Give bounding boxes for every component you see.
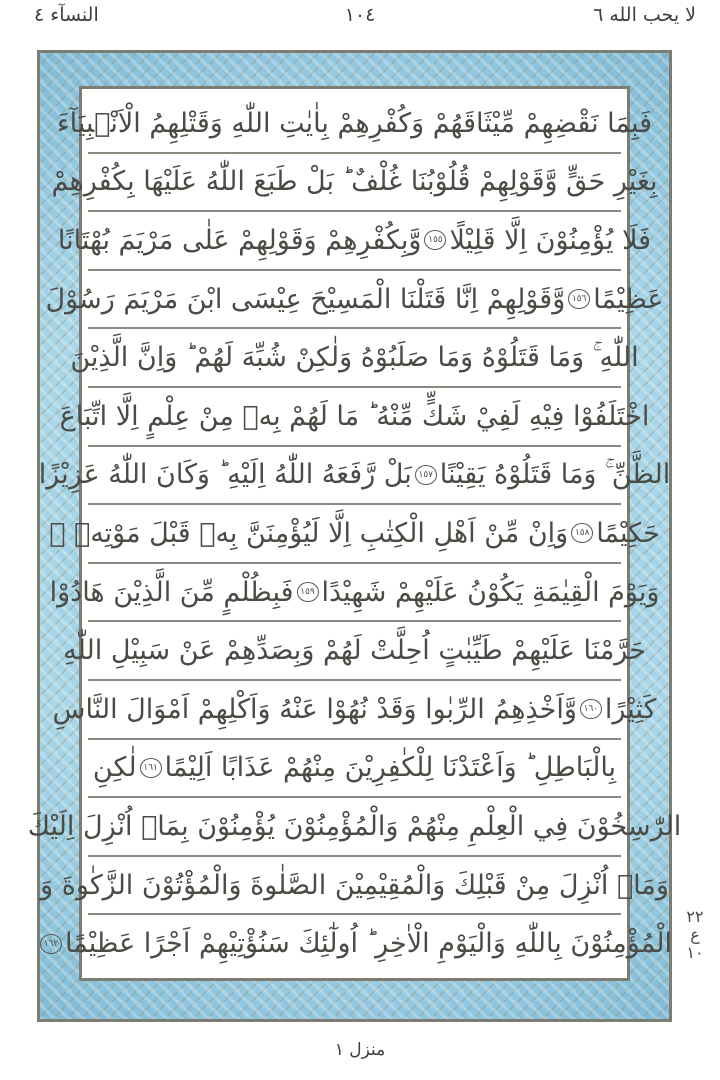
verse-line-7	[38, 447, 671, 506]
page-number: ١٠٤	[344, 4, 376, 26]
text-panel	[27, 86, 682, 981]
line-text: الظَّنِّ ۚ وَمَا قَتَلُوْهُ يَقِيْنًا	[439, 458, 671, 490]
line-text: وَيَوْمَ الْقِيٰمَةِ يَكُوْنُ عَلَيْهِمْ شَهِيْدًا	[321, 576, 660, 608]
ornamental-border-frame	[27, 50, 682, 1022]
line-text: فَلَا يُؤْمِنُوْنَ اِلَّا قَلِيْلًا	[449, 224, 652, 256]
verse-line-9	[49, 564, 660, 623]
surah-name: النسآء ٤	[34, 4, 99, 26]
line-text-after: فَبِظُلْمٍ مِّنَ الَّذِيْنَ هَادُوْا	[49, 576, 294, 608]
line-text: عَظِيْمًا	[593, 283, 664, 315]
verse-line-3	[57, 212, 652, 271]
ayah-marker: ١٥٨	[571, 523, 593, 543]
line-text-after: وَّاَخْذِهِمُ الرِّبٰوا وَقَدْ نُهُوْا عَنْهُ وَاَكْلِهِمْ اَمْوَالَ النَّاسِ	[52, 693, 577, 725]
line-text: فَبِمَا نَقْضِهِمْ مِّيْثَاقَهُمْ وَكُفْرِهِمْ بِاٰيٰتِ اللّٰهِ وَقَتْلِهِمُ الْاَنْۢبِيَآءَ	[56, 107, 653, 139]
ayah-marker: ١٥٧	[415, 465, 437, 485]
line-text: اخْتَلَفُوْا فِيْهِ لَفِيْ شَكٍّ مِّنْهُ ؕ مَا لَهُمْ بِهٖ مِنْ عِلْمٍ اِلَّا اتِّبَاعَ	[59, 400, 650, 432]
ayah-marker: ١٥٥	[424, 230, 446, 250]
juz-name: لا يحب الله ٦	[593, 4, 696, 26]
line-text: كَثِيْرًا	[604, 693, 657, 725]
line-text-after: وَاِنْ مِّنْ اَهْلِ الْكِتٰبِ اِلَّا لَيُؤْمِنَنَّ بِهٖ قَبْلَ مَوْتِهٖ ۚ	[49, 517, 569, 549]
line-text: بِغَيْرِ حَقٍّ وَّقَوْلِهِمْ قُلُوْبُنَا غُلْفٌ ؕ بَلْ طَبَعَ اللّٰهُ عَلَيْهَا بِكُفْرِهِمْ	[51, 166, 658, 198]
verse-line-10	[63, 622, 646, 681]
ayah-marker: ١٦١	[140, 758, 162, 778]
line-text-after: لٰكِنِ	[92, 752, 137, 784]
ayah-marker: ١٦٠	[580, 699, 602, 719]
line-text-after: وَّقَوْلِهِمْ اِنَّا قَتَلْنَا الْمَسِيْحَ عِيْسَى ابْنَ مَرْيَمَ رَسُوْلَ	[45, 283, 566, 315]
line-text: اللّٰهِ ۚ وَمَا قَتَلُوْهُ وَمَا صَلَبُوْهُ وَلٰكِنْ شُبِّهَ لَهُمْ ؕ وَاِنَّ الَّذِيْنَ	[70, 341, 639, 373]
verse-line-14	[40, 857, 669, 916]
verse-line-8	[49, 505, 660, 564]
verse-line-6	[59, 388, 650, 447]
line-text: وَمَاۤ اُنْزِلَ مِنْ قَبْلِكَ وَالْمُقِيْمِيْنَ الصَّلٰوةَ وَالْمُؤْتُوْنَ الزَّكٰوةَ وَ	[40, 869, 669, 901]
line-text: حَكِيْمًا	[596, 517, 660, 549]
verse-line-11	[52, 681, 657, 740]
line-text-after: بَلْ رَّفَعَهُ اللّٰهُ اِلَيْهِ ؕ وَكَانَ اللّٰهُ عَزِيْزًا	[38, 459, 412, 491]
verse-line-12	[88, 740, 621, 799]
verse-line-4	[45, 271, 664, 330]
verse-line-15	[43, 915, 673, 972]
line-text: حَرَّمْنَا عَلَيْهِمْ طَيِّبٰتٍ اُحِلَّتْ لَهُمْ وَبِصَدِّهِمْ عَنْ سَبِيْلِ اللّٰهِ	[63, 635, 646, 667]
ruku-count: ١٠	[686, 943, 704, 962]
ayah-marker: ١٥٩	[297, 582, 319, 602]
ayah-marker: ١٦٢	[40, 934, 62, 954]
verse-lines	[27, 95, 682, 972]
line-text: الرّٰسِخُوْنَ فِي الْعِلْمِ مِنْهُمْ وَالْمُؤْمِنُوْنَ يُؤْمِنُوْنَ بِمَاۤ اُنْزِلَ اِلَيْكَ	[27, 810, 682, 842]
line-text-after: وَّبِكُفْرِهِمْ وَقَوْلِهِمْ عَلٰى مَرْيَمَ بُهْتَانًا	[57, 224, 422, 256]
verse-line-13	[27, 798, 682, 857]
manzil-label: منزل ١	[334, 1040, 386, 1060]
verse-line-2	[51, 154, 658, 213]
ayah-marker: ١٥٦	[568, 289, 590, 309]
line-text: الْمُؤْمِنُوْنَ بِاللّٰهِ وَالْيَوْمِ الْاٰخِرِ ؕ اُولٰٓئِكَ سَنُؤْتِيْهِمْ اَجْرًا عَظِيْمًا	[64, 928, 673, 960]
verse-line-5	[70, 329, 639, 388]
ruku-marker	[680, 908, 710, 962]
ruku-ain-glyph: ع	[690, 925, 700, 944]
verse-line-1	[56, 95, 653, 154]
ruku-number: ٢٢	[686, 907, 704, 926]
line-text: بِالْبَاطِلِ ؕ وَاَعْتَدْنَا لِلْكٰفِرِيْنَ مِنْهُمْ عَذَابًا اَلِيْمًا	[164, 752, 617, 784]
